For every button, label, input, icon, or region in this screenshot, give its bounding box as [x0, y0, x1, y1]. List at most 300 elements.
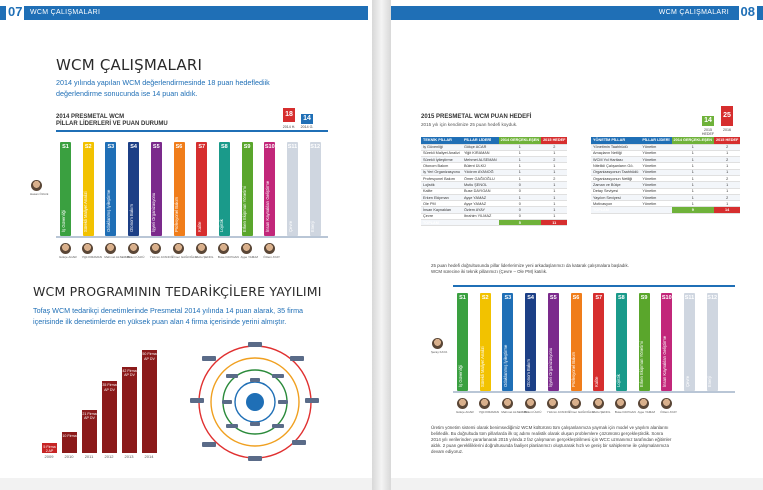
table-cell: 1	[714, 201, 740, 207]
leader-name: Yıldırım AYANOĞ	[149, 255, 174, 259]
left-pillar-s3	[105, 142, 116, 236]
left-leader-2	[104, 243, 131, 259]
section2-line-1: Tofaş WCM tedarikçi denetimlerinde Presmetal 2014 yılında 14 puan alarak, 35 firma	[33, 306, 304, 315]
table-cell: 1	[541, 163, 567, 169]
bar-2014: 50 Firma AP DV	[142, 350, 157, 453]
chart-title-1: 2014 PRESMETAL WCM	[56, 114, 125, 120]
pillar-code: S2	[84, 144, 92, 150]
leader-name: Bülent ÜLKÜ	[524, 410, 542, 414]
table-cell: İş Güvenliği	[421, 144, 462, 150]
table-total-cell: 5	[499, 220, 541, 226]
table-cell: 1	[714, 163, 740, 169]
leader-name: Özlem AYAY	[263, 255, 280, 259]
left-header-bar: WCM ÇALIŞMALARI	[0, 6, 368, 20]
avatar	[479, 398, 490, 409]
table-cell: Otonom Bakım	[421, 163, 462, 169]
right-score-actual-box: 14	[702, 116, 714, 126]
table-cell: 2	[714, 157, 740, 163]
avatar	[218, 243, 229, 254]
table-total-row	[421, 220, 567, 226]
table-header: PİLLAR LİDERİ	[642, 138, 670, 143]
table-total-cell: TOPLAM	[591, 207, 640, 213]
pillar-code: S4	[130, 144, 137, 150]
avatar	[570, 398, 581, 409]
table-cell: 1	[541, 150, 567, 156]
table-cell: Sürekli Maliyet Analizi	[421, 150, 462, 156]
table-title: 2015 PRESMETAL WCM PUAN HEDEFİ	[421, 114, 532, 120]
pillar-name: Profesyonel Bakım	[571, 351, 576, 387]
score-actual-label: 2014 G.	[300, 125, 314, 129]
right-pillar-s9	[639, 293, 650, 391]
left-leader-7	[217, 243, 239, 259]
bottom-line-4: aldık. 2 puan gerekliliklerini doğrultusunda faaliyet planlarımızı oluşturarak hızlı ve geniş bir sahiplenme ile çalışmalarımıza	[431, 443, 669, 448]
right-leader-name: Şeray KAYA	[431, 350, 448, 354]
avatar	[173, 243, 184, 254]
table-cell: 0	[499, 182, 541, 188]
pillar-code: S1	[459, 295, 466, 301]
table-cell: 1	[499, 150, 541, 156]
right-leader-9	[660, 398, 677, 414]
table-cell: 1	[672, 144, 714, 150]
leader-name: Buse DAYIGAN	[614, 410, 636, 414]
table-header: 2014 GERÇEKLEŞEN	[673, 138, 712, 143]
avatar	[264, 243, 275, 254]
pillar-code: S7	[595, 295, 603, 301]
left-leader-1	[81, 243, 102, 259]
score-actual-box: 14	[301, 114, 313, 124]
avatar	[638, 398, 649, 409]
table-cell: 2	[714, 194, 740, 200]
avatar	[457, 398, 468, 409]
pillar-code: S10	[661, 295, 672, 301]
right-leader-6	[592, 398, 611, 414]
table-cell: 1	[541, 169, 567, 175]
table-cell: Motivasyon	[591, 201, 640, 207]
leader-name: Ömer GAĞIOĞLU	[172, 255, 197, 259]
pillar-code: S8	[618, 295, 625, 301]
x-tick-label: 2012	[104, 454, 114, 459]
para1-line-2: WCM sürecine iki teknik pillarımızı (Çevre – Ole PM) katılık.	[431, 269, 548, 274]
table-cell: Ayşe YAMAZ	[462, 194, 499, 200]
avatar	[432, 338, 443, 349]
leader-name: Ayşe YAMAZ	[637, 410, 656, 414]
table-cell: 0	[499, 213, 541, 219]
pillar-name: Erken Ekipman Yönetimi	[242, 186, 248, 232]
table-cell: 1	[541, 201, 567, 207]
right-leader-3	[524, 398, 542, 414]
pillar-name: İş Güvenliği	[60, 210, 66, 232]
x-tick-label: 2013	[124, 454, 134, 459]
table-cell: Organizasyonun Netliği	[591, 175, 640, 181]
table-cell: 1	[499, 169, 541, 175]
right-page	[391, 0, 763, 478]
table-cell: Yönetim	[640, 182, 671, 188]
leader-name: Buse DAYIGAN	[217, 255, 239, 259]
table-cell: 2	[541, 157, 567, 163]
right-pillar-s8	[616, 293, 627, 391]
bottom-line-5: devam ediyoruz.	[431, 449, 464, 454]
table-cell: 1	[714, 150, 740, 156]
table-cell: Kalite	[421, 188, 462, 194]
avatar	[31, 180, 42, 191]
table-cell: Çevre	[421, 213, 462, 219]
pillar-name: İnsan Kaynakları Geliştirme	[661, 335, 667, 387]
table-cell: Ayşe YAMAZ	[462, 201, 499, 207]
right-score-target-label: 2016	[723, 128, 731, 132]
pillar-name: İnsan Kaynakları Geliştirme	[264, 180, 270, 232]
pillar-code: S8	[221, 144, 228, 150]
table-total-cell	[462, 220, 499, 226]
table-cell: Amaçların Netliği	[591, 150, 640, 156]
table-cell: Yönetim	[640, 157, 671, 163]
table-cell: Detay Seviyesi	[591, 188, 640, 194]
table-header: PİLLAR LİDERİ	[462, 137, 499, 144]
pillar-code: S1	[62, 144, 69, 150]
right-header-bar: WCM ÇALIŞMALARI	[391, 6, 763, 20]
left-pillar-s7	[196, 142, 207, 236]
pillar-name: Kalite	[593, 376, 599, 387]
pillar-code: S7	[198, 144, 206, 150]
avatar	[60, 243, 71, 254]
table-cell: İnsan Kaynakları	[421, 207, 462, 213]
left-pillar-s5	[151, 142, 162, 236]
table-cell: 1	[541, 213, 567, 219]
leader-name: Yiğit KIRAMAN	[81, 255, 102, 259]
pillar-name: Otonom Bakım	[128, 204, 134, 232]
table-cell: Yönetim	[640, 150, 671, 156]
table-cell: 1	[672, 182, 714, 188]
table-cell: Yönetim	[640, 175, 671, 181]
table-cell: Ole PM	[421, 201, 462, 207]
right-pillar-s2	[480, 293, 491, 391]
table-cell: 1	[541, 182, 567, 188]
table-cell: Yönetimin Taahhüdü	[591, 144, 640, 150]
pillar-code: S3	[107, 144, 115, 150]
avatar	[105, 243, 116, 254]
left-leader-4	[149, 243, 174, 259]
left-leader-9	[263, 243, 280, 259]
bar-2009: 5 Firma 2 AP	[43, 444, 56, 454]
right-pillar-s4	[525, 293, 536, 391]
table-cell: 1	[499, 157, 541, 163]
bar-2013: 42 Firma AP DV	[122, 367, 137, 453]
intro-line-1: 2014 yılında yapılan WCM değerlendirmesinde 18 puan hedeflediik	[56, 78, 270, 87]
table-header: 2015 HEDEF	[715, 138, 739, 143]
bar-2011: 21 Firma AP DV	[82, 410, 97, 453]
table-total-cell: 9	[672, 207, 714, 213]
table-cell: WCM Yol Haritası	[591, 157, 640, 163]
para1-line-1: 25 puan hedefi doğrultusunda pillar liderlerimize yeni arkadaşlarımızı da katarak çalışmalara başladık.	[431, 263, 629, 268]
left-pillar-s11	[287, 142, 298, 236]
bar-chart-x-axis	[40, 454, 160, 462]
x-tick-label: 2011	[84, 454, 94, 459]
pillar-code: S9	[640, 295, 648, 301]
leader-name: Yıldırım AYANOĞ	[546, 410, 571, 414]
leader-name: Ayşe YAMAZ	[240, 255, 259, 259]
table-cell: 1	[541, 194, 567, 200]
pillar-code: S4	[527, 295, 534, 301]
right-score-target-box: 25	[721, 106, 733, 126]
table-cell: Gökçe ACAR	[462, 144, 499, 150]
pillar-code: S11	[684, 295, 695, 301]
avatar	[241, 243, 252, 254]
right-pillar-s1	[457, 293, 468, 391]
left-pillar-s9	[242, 142, 253, 236]
pillar-code: S9	[243, 144, 251, 150]
pillar-name: Odaklanmış İyileştirme	[105, 189, 111, 232]
right-leader-2	[501, 398, 528, 414]
table-cell: 1	[499, 144, 541, 150]
table-total-row	[591, 207, 740, 213]
table-header: 2015 HEDEF	[543, 138, 566, 143]
bottom-line-2: belirledik. Bu doğrultuda tüm pillarlarda ilk üç adımı realistik olarak oluşan problemlere çözümünü gerçekleştirdik. Sonra	[431, 431, 664, 436]
table-cell: 2	[714, 175, 740, 181]
pillar-name: Sürekli Maliyet Analizi	[83, 191, 89, 232]
left-pillar-s12	[310, 142, 321, 236]
pillar-name: Çevre	[684, 375, 690, 387]
page-title: WCM ÇALIŞMALARI	[56, 56, 203, 74]
leader-name: Hasan Öztürk	[30, 192, 49, 196]
right-pillar-s7	[593, 293, 604, 391]
left-pillar-s6	[174, 142, 185, 236]
table-cell: İbrahim YILMAZ	[462, 213, 499, 219]
right-leader-avatar	[431, 338, 448, 354]
table-cell: 1	[541, 188, 567, 194]
page-gutter	[372, 0, 391, 490]
table-cell: 2	[541, 175, 567, 181]
right-score-actual-label: 2015 HEDEF	[701, 128, 715, 136]
table-cell: 1	[672, 150, 714, 156]
pillar-code: S3	[504, 295, 512, 301]
avatar	[150, 243, 161, 254]
pillar-name: Odaklanmış İyileştirme	[502, 344, 508, 387]
table-cell: Yönetim	[640, 144, 671, 150]
left-pillar-s2	[83, 142, 94, 236]
avatar	[547, 398, 558, 409]
left-pillar-s1	[60, 142, 71, 236]
score-target-box: 18	[283, 108, 295, 122]
pillar-code: S12	[310, 144, 321, 150]
table-total-cell	[640, 207, 671, 213]
table-cell: Yiğit KIRAMAN	[462, 150, 499, 156]
table-cell: Profesyonel Bakım	[421, 175, 462, 181]
table-subtitle: 2015 yılı için kendimize 25 puan hedefi koyduk.	[421, 122, 518, 127]
left-page	[0, 0, 372, 478]
avatar	[525, 398, 536, 409]
table-cell: Yönetim	[640, 163, 671, 169]
table-cell: 1	[499, 163, 541, 169]
table-cell: 2	[714, 144, 740, 150]
right-pillar-chart	[457, 291, 729, 391]
leader-name: Mutlu ŞENOL	[195, 255, 214, 259]
pillar-name: İşyeri Organizasyonu	[151, 192, 157, 232]
avatar	[593, 398, 604, 409]
pillar-code: S10	[264, 144, 275, 150]
table-cell: Bülent ÜLKÜ	[462, 163, 499, 169]
table-cell: 1	[541, 207, 567, 213]
x-tick-label: 2014	[144, 454, 154, 459]
table-cell: Organizasyonun Taahhüdü	[593, 170, 639, 175]
table-cell: Lojistik	[421, 182, 462, 188]
pillar-code: S11	[287, 144, 298, 150]
left-leader-5	[172, 243, 197, 259]
pillar-leaders-row	[60, 243, 330, 263]
table-cell: Yayılım Seviyesi	[591, 194, 640, 200]
left-leader-3	[127, 243, 145, 259]
table-header: 2014 GERÇEKLEŞEN	[500, 138, 540, 143]
avatar	[82, 243, 93, 254]
pillar-name: Enerji	[707, 376, 713, 387]
table-cell: Özlem AYAY	[462, 207, 499, 213]
bottom-line-3: 2014 yılı verilerinden yararlanarak 2015 yılında 2 faz çalışmanın gerçekleştirilmesi için WCC uzmanımız tarafından eğitimler	[431, 437, 672, 442]
right-pillar-s10	[661, 293, 672, 391]
table-cell: Mehmet ALSEMAN	[463, 157, 497, 162]
leader-name: Bülent ÜLKÜ	[127, 255, 145, 259]
chart-title-2: PİLLAR LİDERLERİ VE PUAN DURUMU	[56, 121, 168, 127]
left-leader-6	[195, 243, 214, 259]
section2-title: WCM PROGRAMININ TEDARİKÇİLERE YAYILIMI	[33, 284, 322, 299]
leader-name: Özlem AYAY	[660, 410, 677, 414]
left-page-number: 07	[6, 2, 24, 22]
table-cell: Erken Ekipman	[421, 194, 462, 200]
right-pillar-s12	[707, 293, 718, 391]
pillar-name: Kalite	[196, 221, 202, 232]
avatar	[615, 398, 626, 409]
bar-2010: 10 Firma	[62, 432, 77, 453]
left-leader-8	[240, 243, 259, 259]
x-tick-label: 2009	[44, 454, 54, 459]
right-leader-1	[478, 398, 499, 414]
left-pillar-s10	[264, 142, 275, 236]
table-cell: Mutlu ŞENOL	[462, 182, 499, 188]
technical-pillar-table	[421, 137, 567, 226]
bar-2012: 35 Firma AP DV	[102, 381, 117, 453]
table-cell: Yönetim	[640, 194, 671, 200]
table-cell: 1	[672, 169, 714, 175]
right-leader-8	[637, 398, 656, 414]
table-cell: 0	[499, 201, 541, 207]
table-cell: 2	[541, 144, 567, 150]
table-cell: Buse DAYIGAN	[462, 188, 499, 194]
right-leader-5	[569, 398, 594, 414]
pillar-code: S6	[175, 144, 183, 150]
table-cell: Yıldırım AYANOĞ	[462, 169, 499, 175]
pillar-code: S5	[152, 144, 160, 150]
pillar-code: S2	[481, 295, 489, 301]
table-cell: 1	[714, 169, 740, 175]
table-cell: Yönetim	[640, 188, 671, 194]
leader-name: Mehmet ALSEMAN	[104, 255, 131, 259]
table-cell: 0	[499, 207, 541, 213]
pillar-name: Profesyonel Bakım	[174, 196, 179, 232]
table-header: YÖNETİM PİLLAR	[591, 137, 640, 144]
table-cell: 1	[672, 157, 714, 163]
pillar-name: Erken Ekipman Yönetimi	[639, 341, 645, 387]
section2-line-2: içerisinde ilk denetimlerde en yüksek puan alan 4 firma içerisinde yerini almıştır.	[33, 317, 287, 326]
leader-name: Mutlu ŞENOL	[592, 410, 611, 414]
pillar-name: Otonom Bakım	[525, 359, 531, 387]
table-cell: 1	[714, 182, 740, 188]
right-pillar-leaders-row	[457, 398, 729, 418]
leader-name: Ömer GAĞIOĞLU	[569, 410, 594, 414]
table-cell: 1	[672, 201, 714, 207]
table-cell: 1	[672, 175, 714, 181]
table-cell: Nitelikli Çalışanların Gö.	[591, 163, 640, 169]
pillar-code: S5	[549, 295, 557, 301]
left-pillar-s4	[128, 142, 139, 236]
supplier-bar-chart	[40, 340, 160, 453]
table-cell: 0	[499, 188, 541, 194]
pillar-name: Lojistik	[219, 219, 225, 232]
pillar-code: S12	[707, 295, 718, 301]
left-leader-0	[59, 243, 77, 259]
pillar-name: Sürekli Maliyet Analizi	[480, 346, 486, 387]
score-target-label: 2014 H.	[282, 125, 296, 129]
table-cell: Yönetim	[640, 201, 671, 207]
leader-name: Mehmet ALSEMAN	[501, 410, 528, 414]
supplier-orbit-diagram	[180, 338, 330, 466]
pillar-name: Enerji	[310, 221, 316, 232]
right-pillar-s6	[571, 293, 582, 391]
table-total-cell: TOPLAM	[421, 220, 462, 226]
pillar-name: Çevre	[287, 220, 293, 232]
leader-avatar	[30, 180, 49, 196]
table-header: TEKNİK PİLLAR	[421, 137, 462, 144]
right-chart-top-line	[453, 285, 735, 287]
avatar	[502, 398, 513, 409]
table-cell: Zaman ve Bütçe	[591, 182, 640, 188]
table-total-cell: 14	[714, 207, 740, 213]
right-pillar-s11	[684, 293, 695, 391]
table-cell: 1	[672, 194, 714, 200]
pillar-code: S6	[572, 295, 580, 301]
table-cell: Ömer GAĞIOĞLU	[462, 175, 499, 181]
right-leader-7	[614, 398, 636, 414]
right-pillar-s5	[548, 293, 559, 391]
left-pillar-s8	[219, 142, 230, 236]
table-cell: 1	[672, 163, 714, 169]
right-leader-0	[456, 398, 474, 414]
x-tick-label: 2010	[64, 454, 74, 459]
right-chart-baseline	[453, 391, 735, 393]
right-page-number: 08	[739, 2, 757, 22]
management-pillar-table	[591, 137, 740, 214]
table-cell: İş Yeri Organizasyonu	[423, 170, 460, 175]
right-pillar-s3	[502, 293, 513, 391]
right-leader-4	[546, 398, 571, 414]
chart-top-line	[56, 130, 328, 132]
table-cell: 1	[499, 175, 541, 181]
leader-name: Yiğit KIRAMAN	[478, 410, 499, 414]
chart-baseline	[56, 236, 328, 238]
pillar-name: İş Güvenliği	[457, 365, 463, 387]
pillar-chart	[60, 140, 330, 236]
bottom-line-1: Üretim yönetim sistemi olarak benimsediğimiz WCM kültürünü tüm çalışanlarımıza yaymak için model ve yayılım alanlarını	[431, 425, 669, 430]
pillar-name: İşyeri Organizasyonu	[548, 347, 554, 387]
avatar	[661, 398, 672, 409]
table-cell: 1	[672, 188, 714, 194]
intro-line-2: değerlendirme sonucunda ise 14 puan aldık.	[56, 89, 198, 98]
avatar	[128, 243, 139, 254]
pillar-name: Lojistik	[616, 374, 622, 387]
avatar	[196, 243, 207, 254]
table-total-cell: 11	[541, 220, 567, 226]
leader-name: Gökçe ACAR	[456, 410, 474, 414]
table-cell: Yönetim	[640, 169, 671, 175]
table-cell: 1	[499, 194, 541, 200]
table-cell: Sürekli İyileştirme	[421, 157, 462, 163]
table-cell: 1	[714, 188, 740, 194]
